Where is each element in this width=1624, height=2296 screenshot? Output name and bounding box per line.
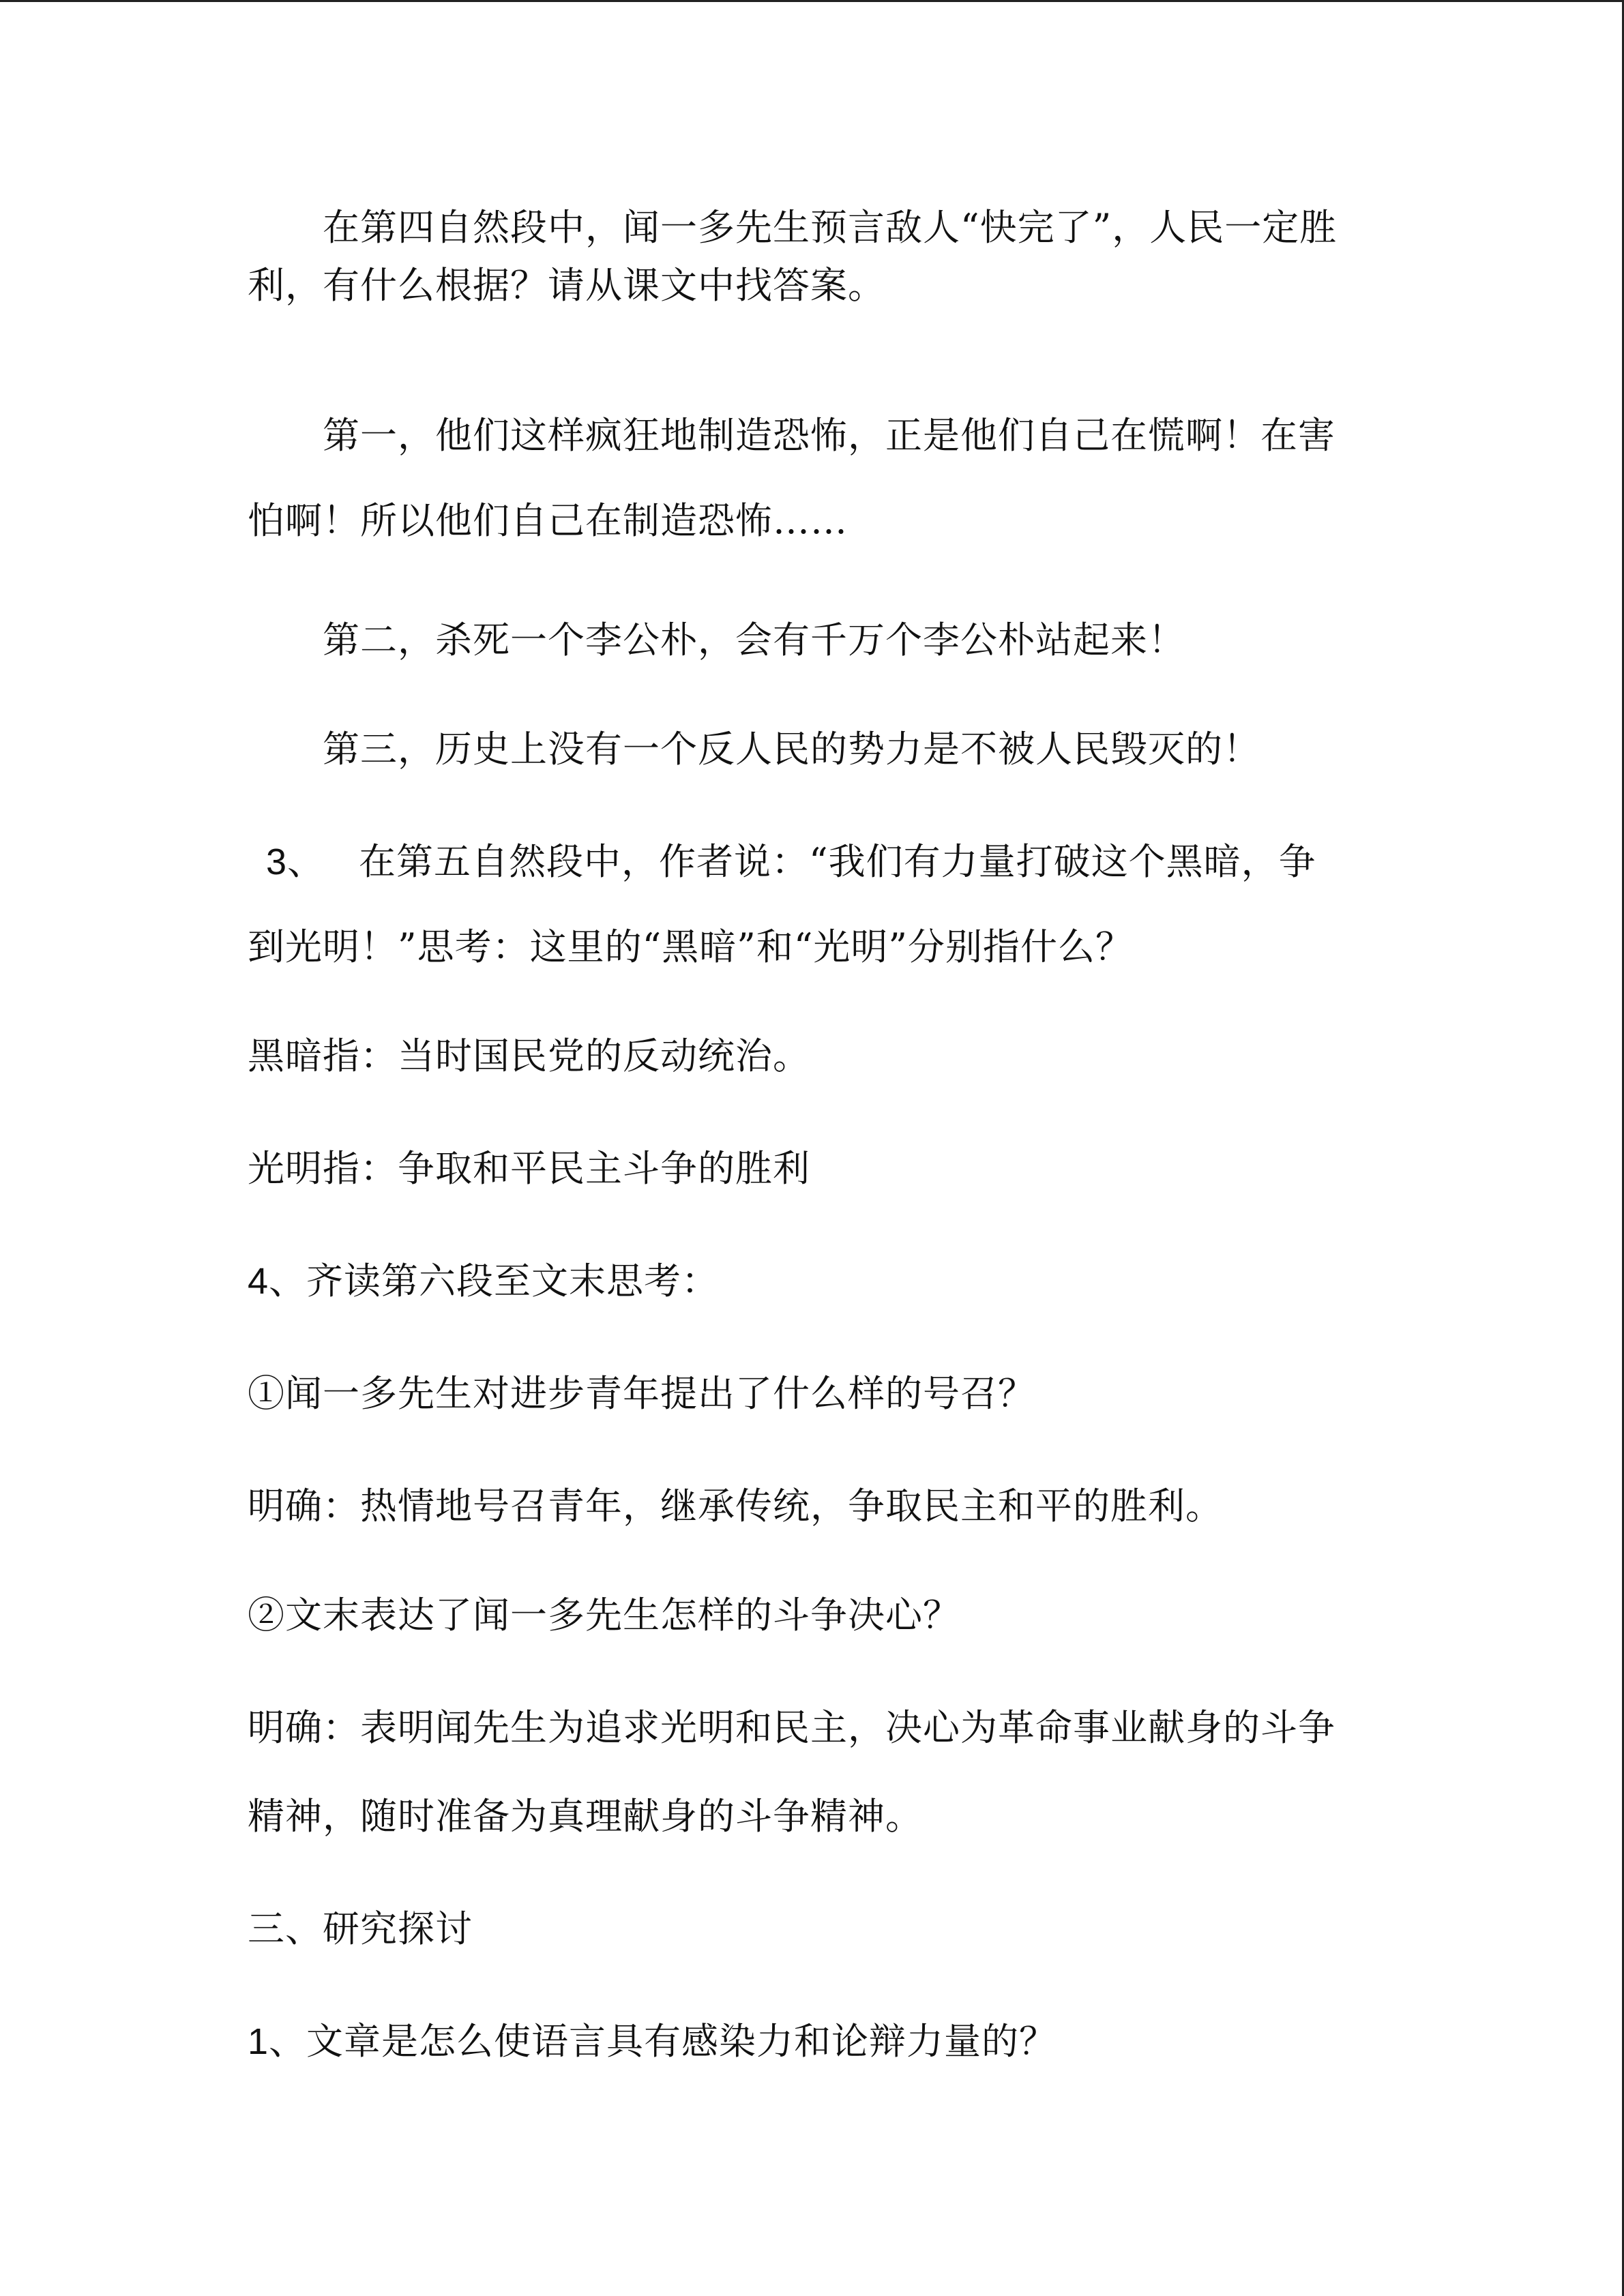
paragraph-line: 怕啊！所以他们自己在制造恐怖…… (248, 499, 848, 542)
paragraph-line: 第二，杀死一个李公朴，会有千万个李公朴站起来！ (323, 618, 1185, 661)
numbered-item-4 (248, 1260, 719, 1302)
numbered-item-1 (248, 2021, 1057, 2063)
paragraph-line: ①闻一多先生对进步青年提出了什么样的号召？ (248, 1372, 1035, 1415)
item-number: 1 (248, 2021, 269, 2062)
numbered-item-3 (266, 841, 1316, 883)
paragraph-line: 第三，历史上没有一个反人民的势力是不被人民毁灭的！ (323, 728, 1260, 771)
paragraph-line: 利，有什么根据？请从课文中找答案。 (248, 264, 885, 307)
item-number: 4 (248, 1261, 269, 1302)
paragraph-line: 光明指：争取和平民主斗争的胜利 (248, 1147, 810, 1190)
paragraph-line: 黑暗指：当时国民党的反动统治。 (248, 1034, 810, 1077)
item-text: 、齐读第六段至文末思考： (269, 1259, 720, 1302)
paragraph-line: 到光明！”思考：这里的“黑暗”和“光明”分别指什么？ (248, 925, 1134, 968)
item-text: 在第五自然段中，作者说：“我们有力量打破这个黑暗，争 (359, 840, 1316, 883)
paragraph-line: ②文末表达了闻一多先生怎样的斗争决心？ (248, 1594, 960, 1637)
paragraph-line: 在第四自然段中，闻一多先生预言敌人“快完了”，人民一定胜 (323, 206, 1338, 249)
paragraph-line: 明确：热情地号召青年，继承传统，争取民主和平的胜利。 (248, 1485, 1223, 1527)
paragraph-line: 明确：表明闻先生为追求光明和民主，决心为革命事业献身的斗争 (248, 1706, 1335, 1749)
item-text: 、文章是怎么使语言具有感染力和论辩力量的？ (269, 2020, 1057, 2063)
paragraph-line: 精神，随时准备为真理献身的斗争精神。 (248, 1795, 923, 1838)
section-heading: 三、研究探讨 (248, 1907, 473, 1950)
paragraph-line: 第一，他们这样疯狂地制造恐怖，正是他们自己在慌啊！在害 (323, 414, 1335, 457)
item-number: 3、 (266, 841, 325, 882)
